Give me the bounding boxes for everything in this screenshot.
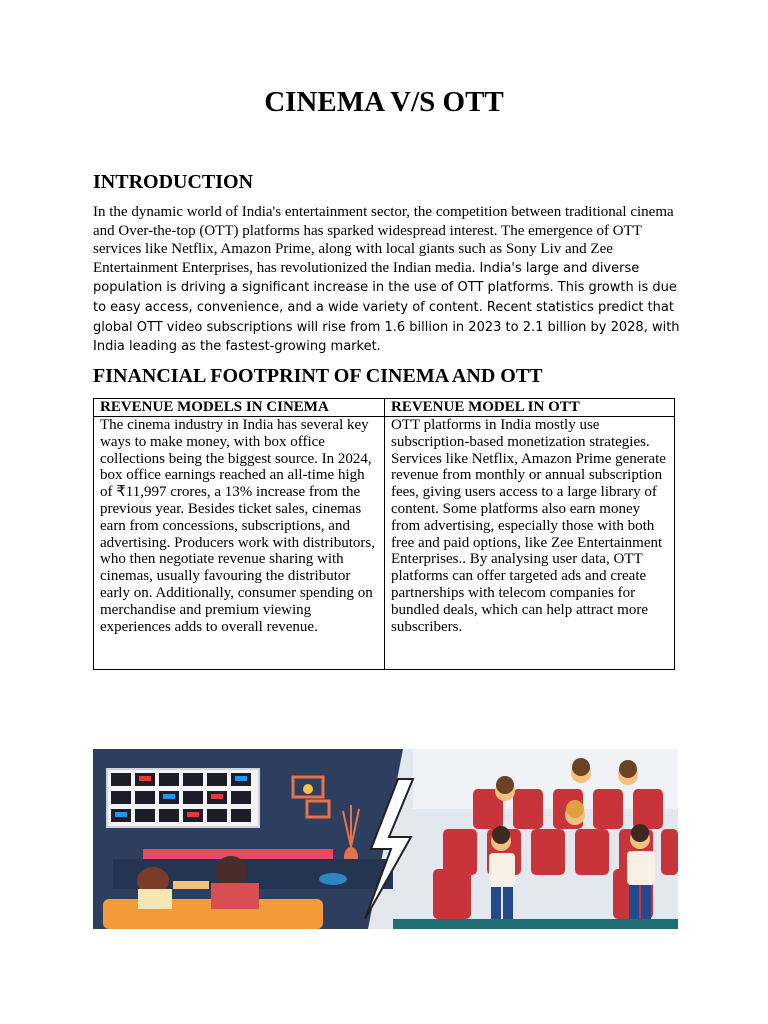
- cinema-column-header: REVENUE MODELS IN CINEMA: [94, 399, 385, 417]
- introduction-heading: INTRODUCTION: [93, 171, 254, 193]
- ott-column-header: REVENUE MODEL IN OTT: [385, 399, 675, 417]
- table-row: [94, 417, 675, 670]
- cinema-floor: [393, 919, 678, 929]
- intro-text-serif: In the dynamic world of India's entertainment sector, the competition between traditional cinema and Over-the-top (OTT) platforms has sparked widespread interest. The emergence of OTT services like Netflix, Amazon Prime, along with local giants such as Sony Liv and Zee Entertainment Enterprises, has revolutionized the Indian media.: [93, 204, 674, 276]
- cinema-vs-ott-illustration: [93, 749, 678, 929]
- financial-heading: FINANCIAL FOOTPRINT OF CINEMA AND OTT: [93, 365, 543, 387]
- tv-cabinet: [143, 849, 333, 859]
- intro-text-sans: India's large and diverse population is driving a significant increase in the use of OTT platforms. This growth is due to easy access, convenience, and a wide variety of content. Recent statistics predict that global OTT video subscriptions will rise from 1.6 billion in 2023 to 2.1 billion by 2028, with India leading as the fastest-growing market.: [93, 260, 680, 355]
- cinema-revenue-cell: The cinema industry in India has several key ways to make money, with box office collections being the biggest source. In 2024, box office earnings reached an all-time high of ₹11,997 crores, a 13% increase from the previous year. Besides ticket sales, cinemas earn from concessions, subscriptions, and advertising. Producers work with distributors, who then negotiate revenue sharing with cinemas, usually favouring the distributor early on. Additionally, consumer spending on merchandise and premium viewing experiences adds to overall revenue.: [94, 417, 385, 670]
- tv-screen: [107, 769, 259, 827]
- page-title: CINEMA V/S OTT: [264, 86, 504, 118]
- revenue-table: [93, 398, 675, 670]
- ott-revenue-cell: OTT platforms in India mostly use subscription-based monetization strategies. Services like Netflix, Amazon Prime generate revenue from monthly or annual subscription fees, giving users access to a large library of content. Some platforms also earn money from advertising, especially those with both free and paid options, like Zee Entertainment Enterprises.. By analysing user data, OTT platforms can offer targeted ads and create partnerships with telecom companies for bundled deals, which can help attract more subscribers.: [385, 417, 675, 670]
- introduction-paragraph: [93, 203, 683, 357]
- table-header-row: [94, 399, 675, 417]
